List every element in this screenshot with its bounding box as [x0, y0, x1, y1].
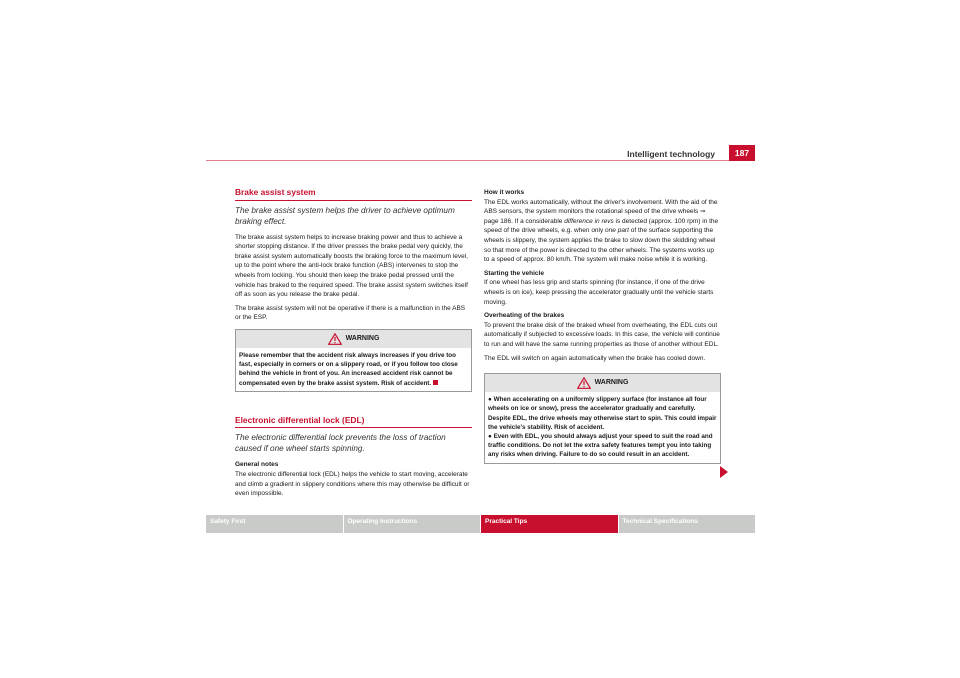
- emphasis: one part: [605, 227, 629, 235]
- paragraph: If one wheel has less grip and starts spinning (for instance, if one of the drive wheels is on ice), keep pressing the accelerator gradually until the vehicle starts moving.: [484, 279, 714, 306]
- warning-box: [484, 373, 721, 463]
- warning-bullet: [488, 432, 717, 460]
- section-title-edl: Electronic differential lock (EDL): [235, 416, 472, 429]
- tab-operating-instructions[interactable]: Operating instructions: [344, 515, 481, 533]
- section-subtitle-edl: The electronic differential lock prevents the loss of traction caused if one wheel starts spinning.: [235, 433, 446, 454]
- section-end-marker: [433, 380, 438, 385]
- page-number: 187: [729, 145, 755, 161]
- warning-text: [236, 348, 471, 391]
- paragraph: The electronic differential lock (EDL) helps the vehicle to start moving, accelerate and climb a gradient in slippery conditions where this may otherwise be difficult or even impossible.: [235, 470, 470, 498]
- tab-practical-tips[interactable]: Practical Tips: [481, 515, 618, 533]
- section-subtitle-brake-assist: The brake assist system helps the driver to achieve optimum braking effect.: [235, 205, 455, 226]
- subheading: Starting the vehicle: [484, 269, 544, 277]
- emphasis: difference in revs: [564, 217, 614, 225]
- bullet-dot-icon: ●: [488, 396, 492, 404]
- bullet-dot-icon: ●: [488, 432, 492, 440]
- warning-bullet: [488, 395, 717, 432]
- paragraph: The EDL will switch on again automatically when the brake has cooled down.: [484, 354, 706, 362]
- text-run: The EDL works automatically, without the driver's involvement. With the aid of the ABS sensors, the system monitors the rotational speed of the drive wheels ⇒ page 186. If a considerable: [484, 198, 718, 225]
- warning-triangle-icon: [328, 333, 342, 345]
- warning-bullet-text: When accelerating on a uniformly slippery surface (for instance all four wheels on ice or snow), press the accelerator gradually and carefully. Despite EDL, the drive wheels may otherwise start to spin. This could impair the vehicle's stability. Risk of accident.: [488, 396, 717, 431]
- warning-label: WARNING: [345, 335, 380, 343]
- footer-tabs: [206, 515, 755, 533]
- next-page-arrow-icon[interactable]: [720, 466, 728, 478]
- paragraph: To prevent the brake disk of the braked wheel from overheating, the EDL cuts out automatically if subjected to excessive loads. In this case, the vehicle will continue to run and will have the same running properties as those of another without EDL.: [484, 321, 720, 348]
- warning-header: [236, 330, 471, 348]
- tab-technical-specifications[interactable]: Technical Specifications: [619, 515, 756, 533]
- warning-text-content: Please remember that the accident risk always increases if you drive too fast, especially in corners or on a slippery road, or if you follow too close behind the vehicle in front of you. An increased accident risk cannot be compensated even by the brake assist system. Risk of accident.: [239, 351, 458, 387]
- paragraph: The brake assist system helps to increase braking power and thus to achieve a shorter stopping distance. If the driver presses the brake pedal very quickly, the brake assist system automatically boosts the braking force to the maximum level, up to the point where the anti-lock brake function (ABS) intervenes to stop the wheels from locking. You should then keep the brake pedal pressed until the vehicle has braked to the required speed. The brake assist system switches itself off as soon as you release the brake pedal.: [235, 233, 469, 299]
- text-run: of the surface supporting the wheels is slippery, the system applies the brake to slow down the skidding wheel so that more of the power is directed to the other wheels. The systems works up to a speed of approx. 80 km/h. The system will make noise while it is working.: [484, 227, 716, 264]
- section-title-brake-assist: Brake assist system: [235, 188, 472, 201]
- header-rule: [206, 160, 755, 161]
- warning-header: [485, 374, 720, 392]
- tab-safety-first[interactable]: Safety First: [206, 515, 343, 533]
- chapter-title: Intelligent technology: [627, 149, 715, 159]
- warning-triangle-icon: [577, 377, 591, 389]
- paragraph: The brake assist system will not be operative if there is a malfunction in the ABS or the ESP.: [235, 304, 466, 322]
- subheading: Overheating of the brakes: [484, 312, 565, 320]
- subheading: How it works: [484, 189, 525, 196]
- warning-label: WARNING: [594, 379, 629, 387]
- subheading: General notes: [235, 461, 279, 469]
- paragraph: [484, 198, 721, 265]
- warning-bullet-text: Even with EDL, you should always adjust your speed to suit the road and traffic conditions. Do not let the extra safety features tempt you into taking any risks when driving. Failure to do so could result in an accident.: [488, 432, 713, 459]
- text-run: is detected (approx. 100 rpm) in the speed of the drive wheels, e.g. when only: [484, 217, 719, 235]
- warning-text: [485, 392, 720, 462]
- warning-box: [235, 329, 472, 392]
- left-column: [235, 188, 472, 503]
- right-column: [484, 188, 721, 472]
